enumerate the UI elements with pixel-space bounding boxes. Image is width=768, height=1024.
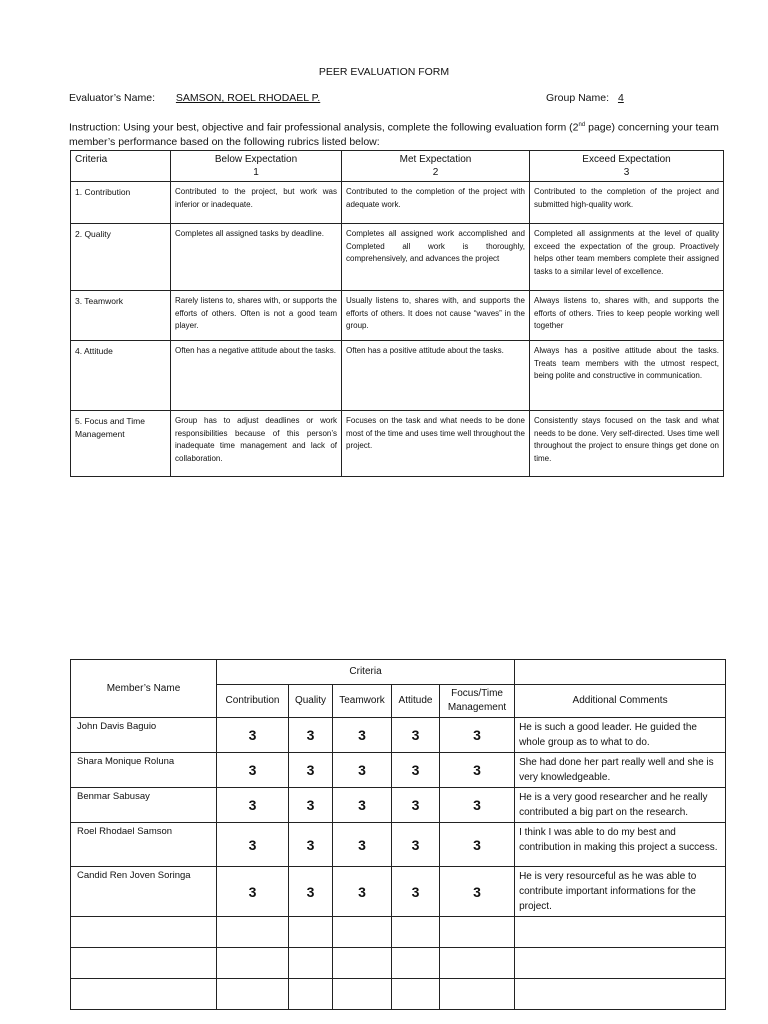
rubric-below: Completes all assigned tasks by deadline. [171,224,342,291]
score-quality: 3 [289,788,333,823]
member-row [71,867,726,917]
rubric-below-header [171,151,342,182]
met-score: 2 [432,167,439,178]
score-contribution: 3 [217,823,289,867]
rubric-met: Often has a positive attitude about the tasks. [342,341,530,411]
below-score: 1 [253,167,259,178]
member-name: Candid Ren Joven Soringa [71,867,217,917]
rubric-criteria: 4. Attitude [71,341,171,411]
focus-header: Focus/Time Management [440,685,515,718]
score-attitude: 3 [392,823,440,867]
instruction-text [69,118,729,149]
rubric-met-header [342,151,530,182]
score-quality: 3 [289,753,333,788]
score-attitude: 3 [392,718,440,753]
score-attitude: 3 [392,788,440,823]
rubric-row [71,291,724,341]
member-comment: He is very resourceful as he was able to contribute important informations for the project. [515,867,726,917]
form-title: PEER EVALUATION FORM [318,66,450,78]
exceed-label: Exceed Expectation [582,154,671,165]
instruction-part1: Instruction: Using your best, objective and fair professional analysis, complete the following evaluation form (2 [69,121,579,134]
rubric-exceed: Always listens to, shares with, and supports the efforts of others. Tries to keep people working well together [530,291,724,341]
score-contribution: 3 [217,753,289,788]
group-name: 4 [617,92,624,104]
score-contribution: 3 [217,788,289,823]
score-focus: 3 [440,753,515,788]
rubric-row [71,182,724,224]
member-row [71,718,726,753]
score-contribution: 3 [217,867,289,917]
member-name: John Davis Baguio [71,718,217,753]
member-name: Benmar Sabusay [71,788,217,823]
member-comment: I think I was able to do my best and contribution in making this project a success. [515,823,726,867]
exceed-score: 3 [623,167,630,178]
member-row [71,753,726,788]
attitude-header: Attitude [392,685,440,718]
member-name: Roel Rhodael Samson [71,823,217,867]
rubric-row [71,341,724,411]
rubric-below: Group has to adjust deadlines or work responsibilities because of this person’s inadequate time management and lack of collaboration. [171,411,342,477]
rubric-criteria: 2. Quality [71,224,171,291]
score-quality: 3 [289,823,333,867]
evaluator-line [69,92,430,104]
rubric-criteria: 3. Teamwork [71,291,171,341]
score-focus: 3 [440,718,515,753]
rubric-below: Contributed to the project, but work was inferior or inadequate. [171,182,342,224]
rubric-met: Usually listens to, shares with, and supports the efforts of others. It does not cause “waves” in the group. [342,291,530,341]
evaluator-name: SAMSON, ROEL RHODAEL P. [175,92,321,104]
score-focus: 3 [440,867,515,917]
rubric-exceed-header [530,151,724,182]
score-teamwork: 3 [333,867,392,917]
evaluation-table [70,659,726,1010]
rubric-exceed: Completed all assignments at the level of quality exceed the expectation of the group. Proactively helps other team members complete their assigned tasks to a similar level of excellence. [530,224,724,291]
rubric-met: Focuses on the task and what needs to be done most of the time and uses time well throughout the project. [342,411,530,477]
rubric-criteria-header: Criteria [71,151,171,182]
blank-header [515,660,726,685]
member-comment: He is a very good researcher and he really contributed a big part on the research. [515,788,726,823]
rubric-exceed: Always has a positive attitude about the tasks. Treats team members with the utmost respect, being polite and constructive in communication. [530,341,724,411]
score-teamwork: 3 [333,718,392,753]
score-quality: 3 [289,867,333,917]
met-label: Met Expectation [399,154,472,165]
rubric-header-row [71,151,724,182]
group-line [546,92,628,104]
member-comment: He is such a good leader. He guided the whole group as to what to do. [515,718,726,753]
score-attitude: 3 [392,753,440,788]
instruction-part2: page) concerning your team member’s performance based on the following rubrics listed below: [69,121,719,148]
rubric-exceed: Consistently stays focused on the task and what needs to be done. Very self-directed. Uses time well throughout the project to ensure things get done on time. [530,411,724,477]
score-contribution: 3 [217,718,289,753]
member-row [71,823,726,867]
member-row [71,788,726,823]
eval-header-row-1 [71,660,726,685]
rubric-met: Completes all assigned work accomplished and Completed all work is thoroughly, comprehensively, and advances the project [342,224,530,291]
quality-header: Quality [289,685,333,718]
rubric-below: Often has a negative attitude about the tasks. [171,341,342,411]
rubric-row [71,411,724,477]
rubric-exceed: Contributed to the completion of the project and submitted high-quality work. [530,182,724,224]
score-focus: 3 [440,823,515,867]
member-comment: She had done her part really well and she is very knowledgeable. [515,753,726,788]
instruction-superscript: nd [578,122,586,128]
empty-row [71,948,726,979]
score-attitude: 3 [392,867,440,917]
comments-header: Additional Comments [515,685,726,718]
evaluator-label: Evaluator’s Name: [69,92,155,104]
score-quality: 3 [289,718,333,753]
group-label: Group Name: [546,92,610,104]
score-teamwork: 3 [333,788,392,823]
rubric-criteria: 1. Contribution [71,182,171,224]
empty-row [71,979,726,1010]
score-teamwork: 3 [333,753,392,788]
rubric-criteria: 5. Focus and Time Management [71,411,171,477]
rubric-met: Contributed to the completion of the project with adequate work. [342,182,530,224]
score-focus: 3 [440,788,515,823]
below-label: Below Expectation [214,154,298,165]
rubric-below: Rarely listens to, shares with, or supports the efforts of others. Often is not a good team player. [171,291,342,341]
contribution-header: Contribution [217,685,289,718]
member-name: Shara Monique Roluna [71,753,217,788]
teamwork-header: Teamwork [333,685,392,718]
score-teamwork: 3 [333,823,392,867]
empty-row [71,917,726,948]
member-name-header: Member’s Name [71,660,217,718]
rubric-table [70,150,724,477]
rubric-row [71,224,724,291]
criteria-header: Criteria [217,660,515,685]
